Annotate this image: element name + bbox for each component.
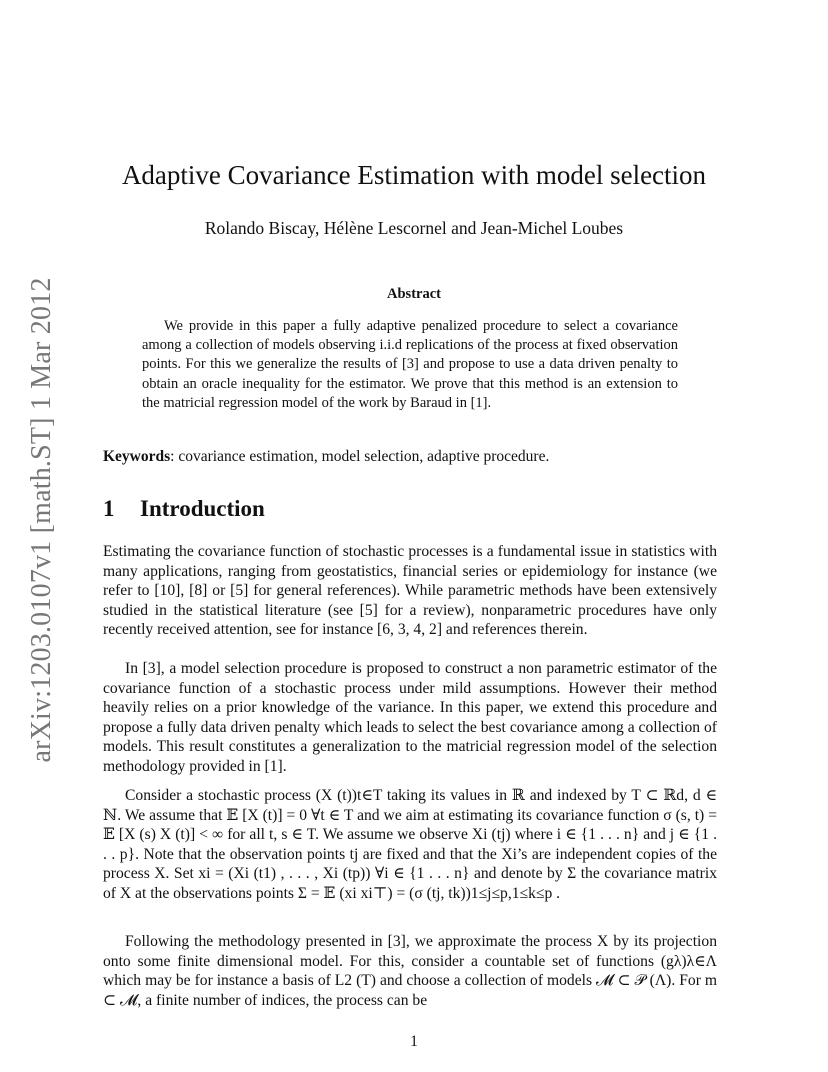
page-number: 1 <box>410 1033 418 1050</box>
keywords-label: Keywords <box>103 448 171 465</box>
arxiv-id-label: arXiv:1203.0107v1 [math.ST] 1 Mar 2012 <box>26 277 57 763</box>
intro-paragraph-1: Estimating the covariance function of stochastic processes is a fundamental issue in statistics with many applications, ranging from geostatistics, financial series or epidemiology for instance (we refer to [10], [8] or [5] for general references). While parametric methods have been extensively studied in the statistical literature (see [5] for a review), nonparametric procedures have only recently received attention, see for instance [6, 3, 4, 2] and references therein. <box>103 543 717 639</box>
section-number: 1 <box>103 496 115 521</box>
abstract-text: We provide in this paper a fully adaptive penalized procedure to select a covariance among a collection of models observing i.i.d replications of the process at fixed observation points. For this we generalize the results of [3] and propose to use a data driven penalty to obtain an oracle inequality for the estimator. We prove that this method is an extension to the matricial regression model of the work by Baraud in [1]. <box>142 318 678 411</box>
intro-paragraph-2: In [3], a model selection procedure is proposed to construct a non parametric estimator of the covariance function of a stochastic process under mild assumptions. However their method heavily relies on a prior knowledge of the variance. In this paper, we extend this procedure and propose a fully data driven penalty which leads to select the best covariance among a collection of models. This result constitutes a generalization to the matricial regression model of the selection methodology provided in [1]. <box>103 660 717 775</box>
intro-paragraph-4: Following the methodology presented in [3], we approximate the process X by its projection onto some finite dimensional model. For this, consider a countable set of functions (gλ)λ∈Λ which may be for instance a basis of L2 (T) and choose a collection of models 𝓜 ⊂ 𝒫 (Λ). For m ⊂ 𝓜, a finite number of indices, the process can be <box>103 933 717 1009</box>
abstract-heading: Abstract <box>387 286 441 302</box>
intro-paragraph-3: Consider a stochastic process (X (t))t∈T taking its values in ℝ and indexed by T ⊂ ℝd, d ∈ ℕ. We assume that 𝔼 [X (t)] = 0 ∀t ∈ T and we aim at estimating its covariance function σ (s, t) = 𝔼 [X (s) X (t)] < ∞ for all t, s ∈ T. We assume we observe Xi (tj) where i ∈ {1 . . . n} and j ∈ {1 . . . p}. Note that the observation points tj are fixed and that the Xi’s are independent copies of the process X. Set xi = (Xi (t1) , . . . , Xi (tp)) ∀i ∈ {1 . . . n} and denote by Σ the covariance matrix of X at the observations points Σ = 𝔼 (xi xi⊤) = (σ (tj, tk))1≤j≤p,1≤k≤p . <box>103 787 717 902</box>
section-title: Introduction <box>140 496 265 521</box>
paper-title: Adaptive Covariance Estimation with model selection <box>121 160 707 190</box>
section-heading <box>103 496 265 522</box>
arxiv-sidebar-stamp <box>22 277 62 763</box>
keywords-line <box>103 448 723 466</box>
author-list: Rolando Biscay, Hélène Lescornel and Jean-Michel Loubes <box>204 218 624 238</box>
keywords-text: : covariance estimation, model selection, adaptive procedure. <box>170 448 550 465</box>
